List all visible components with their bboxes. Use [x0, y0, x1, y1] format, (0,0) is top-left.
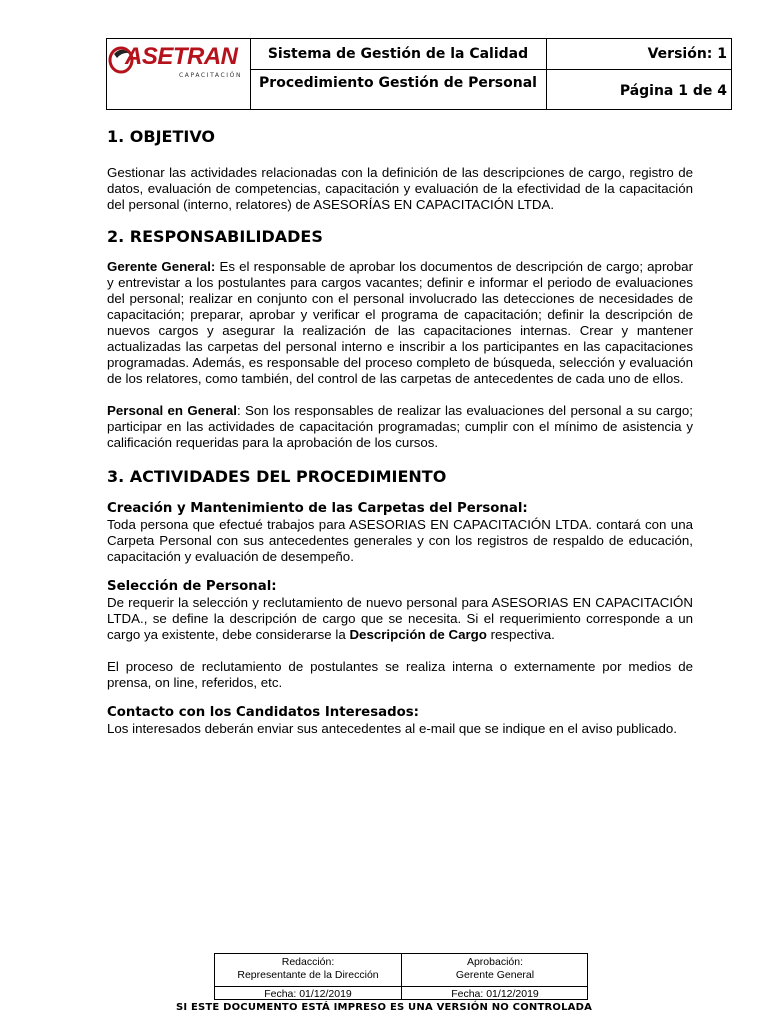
creacion-text: Toda persona que efectué trabajos para ASESORIAS EN CAPACITACIÓN LTDA. contará con una Carpeta Personal con sus antecedentes generales y con los registros de respaldo de educación, capacitación y evaluación de desempeño.	[107, 517, 693, 564]
seleccion-paragraph	[107, 595, 693, 643]
uncontrolled-copy-warning: SI ESTE DOCUMENTO ESTÁ IMPRESO ES UNA VERSIÓN NO CONTROLADA	[175, 1002, 593, 1013]
system-title: Sistema de Gestión de la Calidad	[267, 46, 529, 62]
proceso-reclutamiento-text: El proceso de reclutamiento de postulantes se realiza interna o externamente por medios de prensa, on line, referidos, etc.	[107, 659, 693, 690]
approval-footer-table	[214, 953, 588, 1000]
redaccion-date: Fecha: 01/12/2019	[264, 988, 352, 1000]
aprobacion-label: Aprobación:	[466, 956, 524, 968]
asetran-logo	[107, 39, 250, 111]
personal-general-paragraph	[107, 403, 693, 451]
contacto-text: Los interesados deberán enviar sus antecedentes al e-mail que se indique en el aviso publicado.	[107, 721, 677, 736]
seleccion-text-b: respectiva.	[486, 627, 555, 642]
seleccion-text-a: De requerir la selección y reclutamiento de nuevo personal para ASESORIAS EN CAPACITACIÓN LTDA., se define la descripción de cargo que se necesita. Si el requerimiento corresponde a un cargo ya existente, debe considerarse la	[107, 595, 693, 642]
page-number: Página 1 de 4	[619, 83, 727, 99]
personal-general-label: Personal en General	[107, 403, 237, 418]
redaccion-cell	[215, 956, 401, 982]
redaccion-role: Representante de la Dirección	[237, 969, 379, 981]
section-responsabilidades-title: 2. RESPONSABILIDADES	[107, 227, 323, 246]
aprobacion-role: Gerente General	[455, 969, 535, 981]
document-header	[106, 38, 732, 110]
version-label: Versión: 1	[647, 46, 727, 62]
gerente-general-paragraph	[107, 259, 693, 387]
aprobacion-date: Fecha: 01/12/2019	[451, 988, 539, 1000]
descripcion-cargo-bold: Descripción de Cargo	[349, 627, 487, 642]
gerente-general-label: Gerente General:	[107, 259, 216, 274]
logo-subtext: CAPACITACIÓN	[179, 72, 243, 79]
document-body	[107, 127, 693, 737]
contacto-subtitle: Contacto con los Candidatos Interesados:	[107, 705, 419, 720]
creacion-subtitle: Creación y Mantenimiento de las Carpetas del Personal:	[107, 501, 528, 516]
gerente-general-text: Es el responsable de aprobar los documentos de descripción de cargo; aprobar y entrevistar a los postulantes para cargos vacantes; definir e informar el periodo de evaluaciones del personal; realizar en conjunto con el personal involucrado las detecciones de necesidades de capacitación; preparar, aprobar y verificar el programa de capacitación; definir la descripción de nuevos cargos y asegurar la realización de las capacitaciones internas. Crear y mantener actualizadas las carpetas del personal interno e inscribir a los participantes en las capacitaciones programadas. Además, es responsable del proceso completo de búsqueda, selección y evaluación de los relatores, como también, del control de las carpetas de antecedentes de cada uno de ellos.	[107, 259, 693, 386]
logo-wordmark: ASETRAN	[125, 43, 238, 70]
aprobacion-cell	[402, 956, 588, 982]
redaccion-label: Redacción:	[281, 956, 335, 968]
procedure-title: Procedimiento Gestión de Personal	[259, 75, 537, 91]
section-objetivo-title: 1. OBJETIVO	[107, 127, 216, 146]
section-actividades-title: 3. ACTIVIDADES DEL PROCEDIMIENTO	[107, 467, 447, 486]
seleccion-subtitle: Selección de Personal:	[107, 579, 277, 594]
personal-general-text: : Son los responsables de realizar las evaluaciones del personal a su cargo; participar en las actividades de capacitación programadas; cumplir con el mínimo de asistencia y calificación requeridas para la aprobación de los cursos.	[107, 403, 693, 450]
objetivo-text: Gestionar las actividades relacionadas con la definición de las descripciones de cargo, registro de datos, evaluación de competencias, capacitación y evaluación de la efectividad de la capacitación del personal (interno, relatores) de ASESORÍAS EN CAPACITACIÓN LTDA.	[107, 165, 693, 212]
